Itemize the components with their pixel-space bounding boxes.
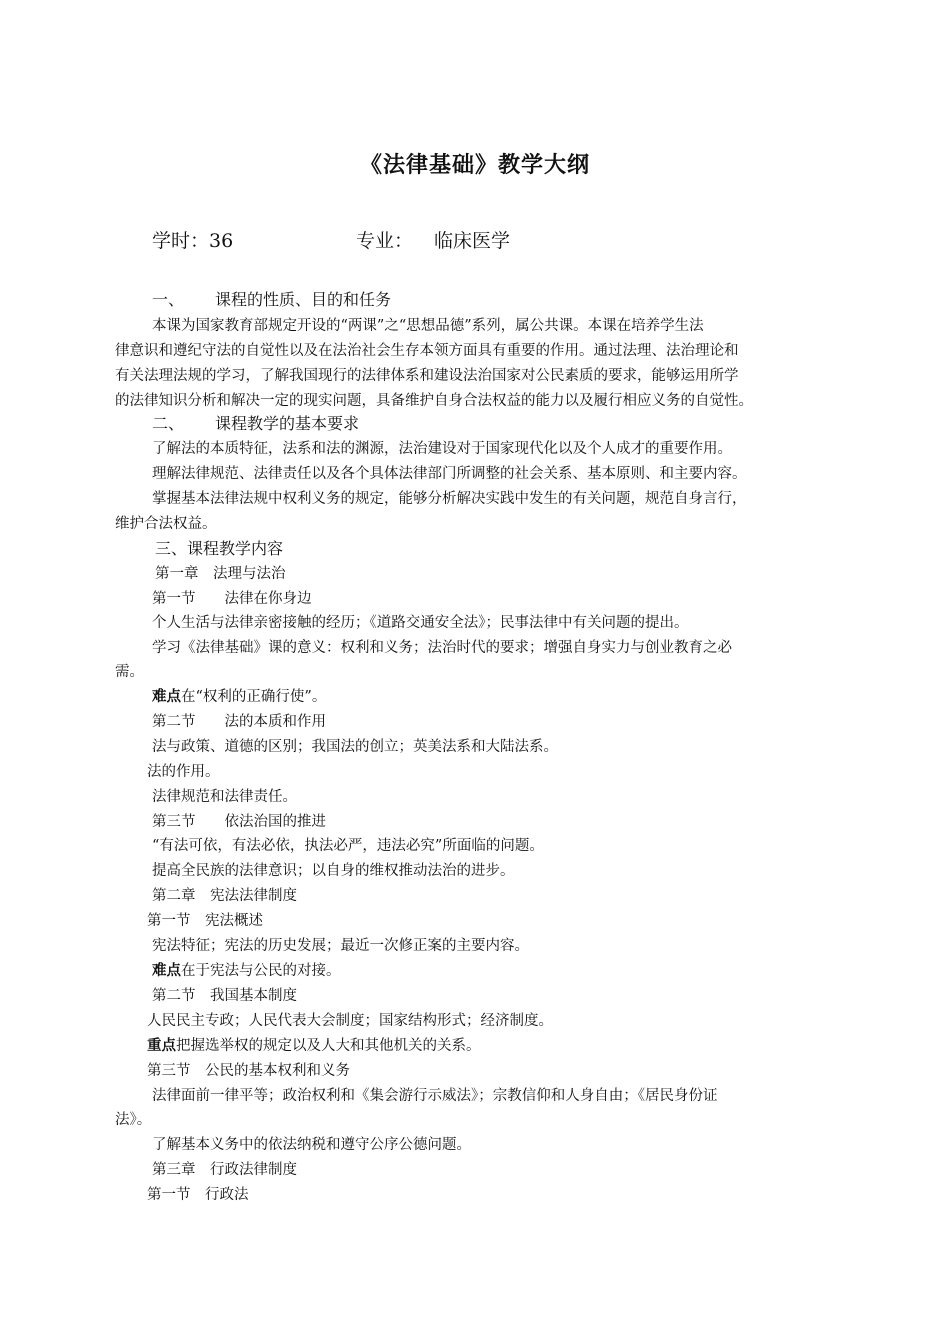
section1-heading: 课程的性质、目的和任务: [215, 290, 392, 309]
difficulty-label: 难点: [152, 962, 181, 979]
difficulty-note: [152, 687, 326, 707]
major-label: 专业：: [356, 230, 414, 252]
content-line: 需。: [115, 664, 144, 680]
key-point-label: 重点: [147, 1037, 176, 1054]
content-line: 人民民主专政；人民代表大会制度；国家结构形式；经济制度。: [147, 1013, 553, 1029]
major-value: 临床医学: [434, 230, 511, 252]
hours-label: 学时：36: [152, 230, 234, 252]
content-line: 法》。: [115, 1112, 152, 1128]
content-line: 宪法特征；宪法的历史发展；最近一次修正案的主要内容。: [152, 938, 529, 954]
chapter3-heading: 第三章 行政法律制度: [152, 1162, 297, 1178]
chapter1-section3-heading: 第三节 依法治国的推进: [152, 814, 326, 830]
chapter1-heading: 第一章 法理与法治: [155, 566, 286, 582]
section2-line: 掌握基本法律法规中权利义务的规定，能够分析解决实践中发生的有关问题，规范自身言行，: [152, 491, 747, 507]
difficulty-note: [152, 961, 341, 981]
section1-paragraph-line: 有关法理法规的学习，了解我国现行的法律体系和建设法治国家对公民素质的要求，能够运用所学: [115, 368, 739, 384]
difficulty-label: 难点: [152, 688, 181, 705]
content-line: “有法可依，有法必依，执法必严，违法必究”所面临的问题。: [152, 838, 544, 854]
content-line: 提高全民族的法律意识；以自身的维权推动法治的进步。: [152, 863, 515, 879]
chapter2-section3-heading: 第三节 公民的基本权利和义务: [147, 1063, 350, 1079]
section1-paragraph-line: 律意识和遵纪守法的自觉性以及在法治社会生存本领方面具有重要的作用。通过法理、法治理论和: [115, 343, 739, 359]
chapter1-section1-heading: 第一节 法律在你身边: [152, 591, 312, 607]
key-point-note: [147, 1036, 481, 1056]
content-line: 法与政策、道德的区别；我国法的创立；英美法系和大陆法系。: [152, 739, 558, 755]
chapter2-heading: 第二章 宪法法律制度: [152, 888, 297, 904]
content-line: 法律规范和法律责任。: [152, 789, 297, 805]
section1-number: 一、: [152, 290, 185, 309]
content-line: 学习《法律基础》课的意义：权利和义务；法治时代的要求；增强自身实力与创业教育之必: [152, 640, 732, 656]
section3-heading: 三、课程教学内容: [155, 539, 284, 558]
content-line: 个人生活与法律亲密接触的经历；《道路交通安全法》；民事法律中有关问题的提出。: [152, 615, 689, 631]
section1-paragraph-line: 本课为国家教育部规定开设的“两课”之“思想品德”系列，属公共课。本课在培养学生法: [152, 318, 704, 334]
section2-line: 了解法的本质特征，法系和法的渊源，法治建设对于国家现代化以及个人成才的重要作用。: [152, 441, 732, 457]
section2-heading: 课程教学的基本要求: [215, 414, 360, 433]
content-line: 法的作用。: [147, 764, 220, 780]
chapter2-section1-heading: 第一节 宪法概述: [147, 913, 263, 929]
section2-number: 二、: [152, 414, 185, 433]
chapter3-section1-heading: 第一节 行政法: [147, 1187, 249, 1203]
content-line: 了解基本义务中的依法纳税和遵守公序公德问题。: [152, 1137, 471, 1153]
content-line: 法律面前一律平等；政治权利和《集会游行示威法》；宗教信仰和人身自由；《居民身份证: [152, 1088, 718, 1104]
document-title: 《法律基础》教学大纲: [359, 152, 590, 178]
section2-line: 维护合法权益。: [115, 516, 217, 532]
difficulty-text: 在“权利的正确行使”。: [181, 689, 327, 705]
key-point-text: 把握选举权的规定以及人大和其他机关的关系。: [176, 1038, 481, 1054]
section1-paragraph-line: 的法律知识分析和解决一定的现实问题，具备维护自身合法权益的能力以及履行相应义务的自觉性。: [115, 393, 753, 409]
chapter1-section2-heading: 第二节 法的本质和作用: [152, 714, 326, 730]
difficulty-text: 在于宪法与公民的对接。: [181, 963, 341, 979]
chapter2-section2-heading: 第二节 我国基本制度: [152, 988, 297, 1004]
section2-line: 理解法律规范、法律责任以及各个具体法律部门所调整的社会关系、基本原则、和主要内容。: [152, 466, 747, 482]
